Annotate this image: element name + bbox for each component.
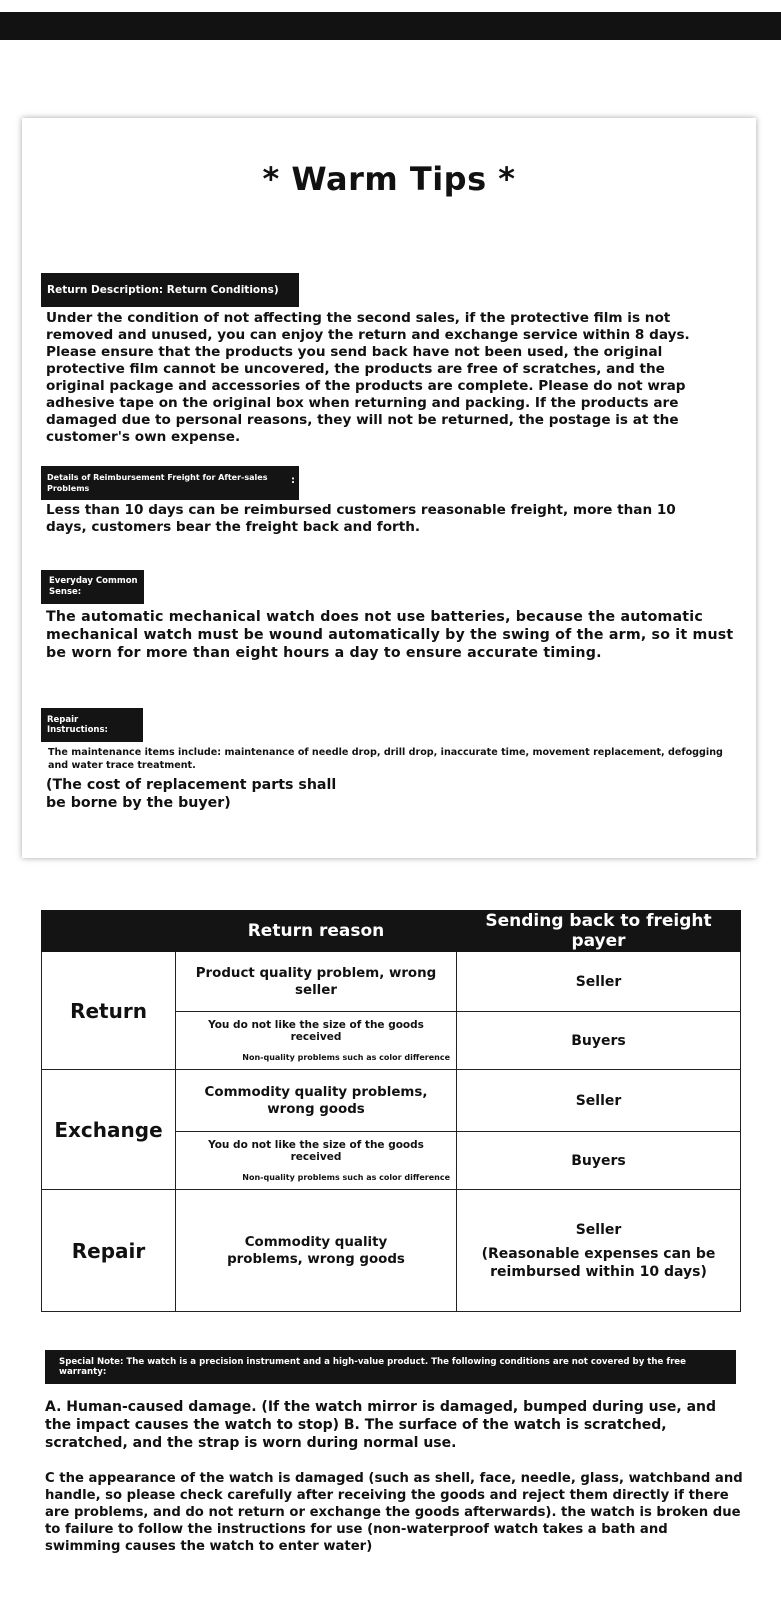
return-conditions-label: Return Description: Return Conditions) <box>41 273 299 307</box>
return-conditions-text: Under the condition of not affecting the second sales, if the protective film is not removed and unused, you can enjoy the return and exchange service within 8 days. Please ensure that the products you send back have not been used, the original protective film cannot be uncovered, the products are free of scratches, and the original package and accessories of the products are complete. Please do not wrap adhesive tape on the original box when returning and packing. If the products are damaged due to personal reasons, they will not be returned, the postage is at the customer's own expense. <box>46 310 690 445</box>
repair-row-label: Repair <box>42 1190 176 1312</box>
repair-payer-note: (Reasonable expenses can be reimbursed within 10 days) <box>481 1245 716 1280</box>
table-row <box>42 952 741 1012</box>
table-header-reason: Return reason <box>176 911 457 952</box>
exchange-row-label: Exchange <box>42 1070 176 1190</box>
special-note-item-ab: A. Human-caused damage. (If the watch mirror is damaged, bumped during use, and the impact causes the watch to stop) B. The surface of the watch is scratched, scratched, and the strap is worn during normal use. <box>45 1399 717 1451</box>
repair-instructions-label: Repair Instructions: <box>41 708 143 742</box>
return-row-label: Return <box>42 952 176 1070</box>
repair-payer-cell <box>457 1190 741 1312</box>
table-header-row <box>42 911 741 952</box>
exchange-reason-size-sub: Non-quality problems such as color difference <box>242 1173 450 1182</box>
return-reason-quality: Product quality problem, wrong seller <box>176 952 457 1012</box>
return-reason-size-sub: Non-quality problems such as color difference <box>242 1053 450 1062</box>
top-banner-bar <box>0 12 781 40</box>
common-sense-text: The automatic mechanical watch does not use batteries, because the automatic mechanical watch must be wound automatically by the swing of the arm, so it must be worn for more than eight hours a day to ensure accurate timing. <box>46 609 734 661</box>
return-reason-size <box>176 1012 457 1070</box>
special-note-item-c: C the appearance of the watch is damaged (such as shell, face, needle, glass, watchband and handle, so please check carefully after receiving the goods and reject them directly if there are problems, and do not return or exchange the goods afterwards). the watch is broken due to failure to follow the instructions for use (non-waterproof watch takes a bath and swimming causes the watch to enter water) <box>45 1471 743 1554</box>
exchange-reason-quality: Commodity quality problems, wrong goods <box>176 1070 457 1132</box>
repair-reason: Commodity quality problems, wrong goods <box>176 1190 457 1312</box>
table-row <box>42 1190 741 1312</box>
return-policy-table <box>41 910 741 1312</box>
exchange-payer-buyers: Buyers <box>457 1132 741 1190</box>
return-payer-seller: Seller <box>457 952 741 1012</box>
table-header-empty <box>42 911 176 952</box>
common-sense-label: Everyday Common Sense: <box>41 570 144 604</box>
freight-label-colon: : <box>291 475 295 486</box>
special-note-label: Special Note: The watch is a precision instrument and a high-value product. The following conditions are not covered by the free warranty: <box>45 1350 736 1384</box>
table-header-payer: Sending back to freight payer <box>457 911 741 952</box>
freight-label-text: Details of Reimbursement Freight for After-sales Problems <box>47 473 268 493</box>
exchange-reason-size <box>176 1132 457 1190</box>
return-payer-buyers: Buyers <box>457 1012 741 1070</box>
table-row <box>42 1070 741 1132</box>
exchange-reason-size-text: You do not like the size of the goods received <box>208 1139 424 1163</box>
exchange-payer-seller: Seller <box>457 1070 741 1132</box>
return-reason-size-text: You do not like the size of the goods received <box>208 1019 424 1043</box>
warm-tips-card <box>22 118 756 858</box>
repair-instructions-text: The maintenance items include: maintenance of needle drop, drill drop, inaccurate time, movement replacement, defogging and water trace treatment. <box>48 747 723 771</box>
freight-label <box>41 466 299 500</box>
repair-cost-note: (The cost of replacement parts shall be borne by the buyer) <box>46 777 337 811</box>
freight-text: Less than 10 days can be reimbursed customers reasonable freight, more than 10 days, customers bear the freight back and forth. <box>46 502 676 535</box>
repair-payer-seller: Seller <box>575 1221 622 1238</box>
page-title: * Warm Tips * <box>262 160 516 198</box>
